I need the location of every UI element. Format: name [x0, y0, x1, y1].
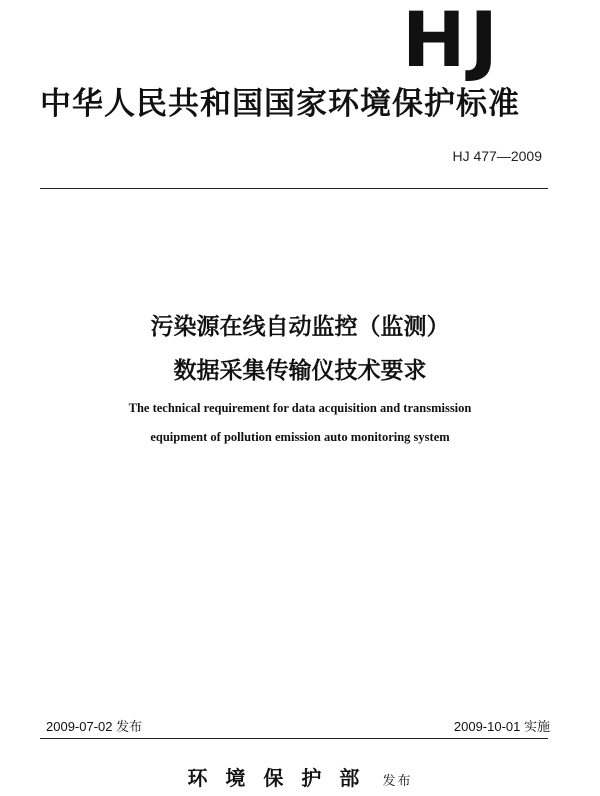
title-english-line-2: equipment of pollution emission auto monitoring system — [150, 430, 450, 444]
hj-logo: HJ — [402, 0, 502, 84]
issue-date: 2009-07-02 发布 — [46, 719, 143, 734]
publisher-line — [0, 762, 600, 791]
implementation-date: 2009-10-01 实施 — [453, 719, 550, 734]
issuing-authority-heading: 中华人民共和国国家环境保护标准 — [40, 86, 520, 122]
title-chinese-line-1: 污染源在线自动监控（监测） — [150, 314, 450, 340]
top-divider — [40, 188, 548, 189]
title-english-line-1: The technical requirement for data acquisition and transmission — [128, 401, 472, 415]
standard-number: HJ 477—2009 — [452, 148, 542, 164]
publisher-name: 环境保护部 — [187, 766, 378, 790]
bottom-divider — [40, 738, 548, 739]
title-chinese-line-2: 数据采集传输仪技术要求 — [173, 358, 427, 384]
publisher-action: 发布 — [382, 774, 413, 789]
